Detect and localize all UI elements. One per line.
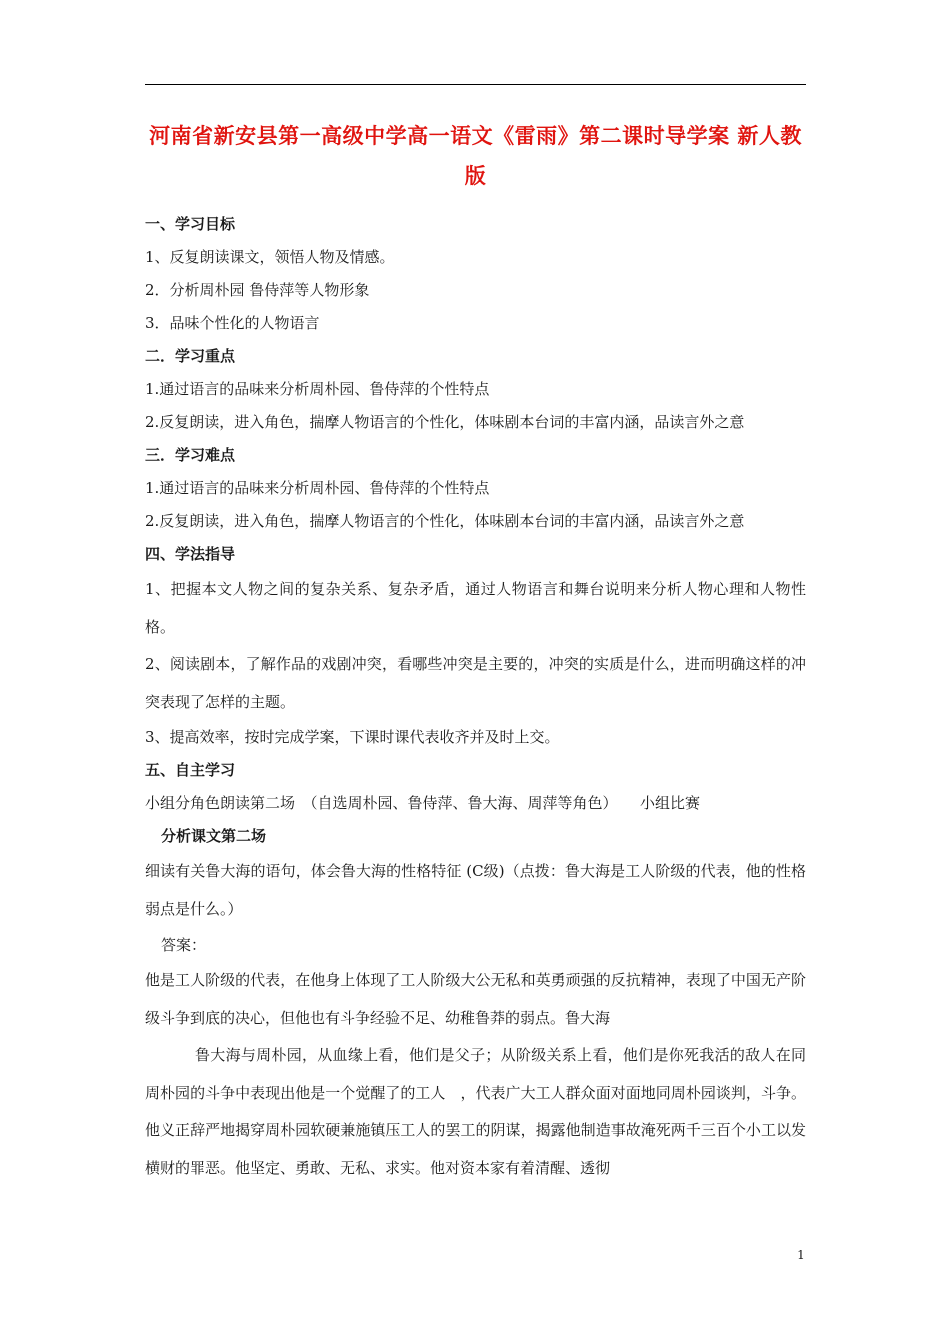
goal-item: 2．分析周朴园 鲁侍萍等人物形象 [145, 281, 370, 299]
key-point-item: 1.通过语言的品味来分析周朴园、鲁侍萍的个性特点 [145, 380, 490, 398]
method-item: 3、提高效率，按时完成学案，下课时课代表收齐并及时上交。 [145, 728, 560, 746]
document-title: 河南省新安县第一高级中学高一语文《雷雨》第二课时导学案 新人教版 [149, 124, 802, 188]
key-point-item: 2.反复朗读，进入角色，揣摩人物语言的个性化，体味剧本台词的丰富内涵，品读言外之意 [145, 413, 745, 431]
document-body [145, 116, 806, 1187]
section-heading-key-points: 二．学习重点 [145, 347, 236, 365]
section-heading-self-study: 五、自主学习 [145, 761, 236, 779]
goal-item: 1、反复朗读课文，领悟人物及情感。 [145, 248, 395, 266]
analysis-text: 鲁大海与周朴园，从血缘上看，他们是父子；从阶级关系上看，他们是你死我活的敌人在同周朴园的斗争中表现出他是一个觉醒了的工人 ，代表广大工人群众面对面地同周朴园谈判，斗争。他义正辞严地揭穿周朴园软硬兼施镇压工人的罢工的阴谋，揭露他制造事故淹死两千三百个小工以发横财的罪恶。他坚定、勇敢、无私、求实。他对资本家有着清醒、透彻 [145, 1046, 806, 1177]
section-heading-goals: 一、学习目标 [145, 215, 236, 233]
difficulty-item: 1.通过语言的品味来分析周朴园、鲁侍萍的个性特点 [145, 479, 490, 497]
answer-label: 答案： [161, 936, 207, 954]
activity-line: 小组分角色朗读第二场 （自选周朴园、鲁侍萍、鲁大海、周萍等角色） 小组比赛 [145, 794, 701, 812]
method-item: 1、把握本文人物之间的复杂关系、复杂矛盾，通过人物语言和舞台说明来分析人物心理和人物性格。 [145, 580, 806, 636]
page-number: 1 [797, 1248, 805, 1262]
difficulty-item: 2.反复朗读，进入角色，揣摩人物语言的个性化，体味剧本台词的丰富内涵，品读言外之意 [145, 512, 745, 530]
section-heading-difficulties: 三．学习难点 [145, 446, 236, 464]
header-rule [145, 84, 806, 85]
answer-text: 他是工人阶级的代表，在他身上体现了工人阶级大公无私和英勇顽强的反抗精神，表现了中国无产阶级斗争到底的决心，但他也有斗争经验不足、幼稚鲁莽的弱点。鲁大海 [145, 971, 806, 1027]
section-heading-method: 四、学法指导 [145, 545, 236, 563]
method-item: 2、阅读剧本，了解作品的戏剧冲突，看哪些冲突是主要的，冲突的实质是什么，进而明确这样的冲突表现了怎样的主题。 [145, 655, 806, 711]
question-text: 细读有关鲁大海的语句，体会鲁大海的性格特征 (C级)（点拨：鲁大海是工人阶级的代表，他的性格弱点是什么。） [145, 862, 806, 918]
goal-item: 3．品味个性化的人物语言 [145, 314, 320, 332]
sub-heading-analysis: 分析课文第二场 [161, 827, 267, 845]
